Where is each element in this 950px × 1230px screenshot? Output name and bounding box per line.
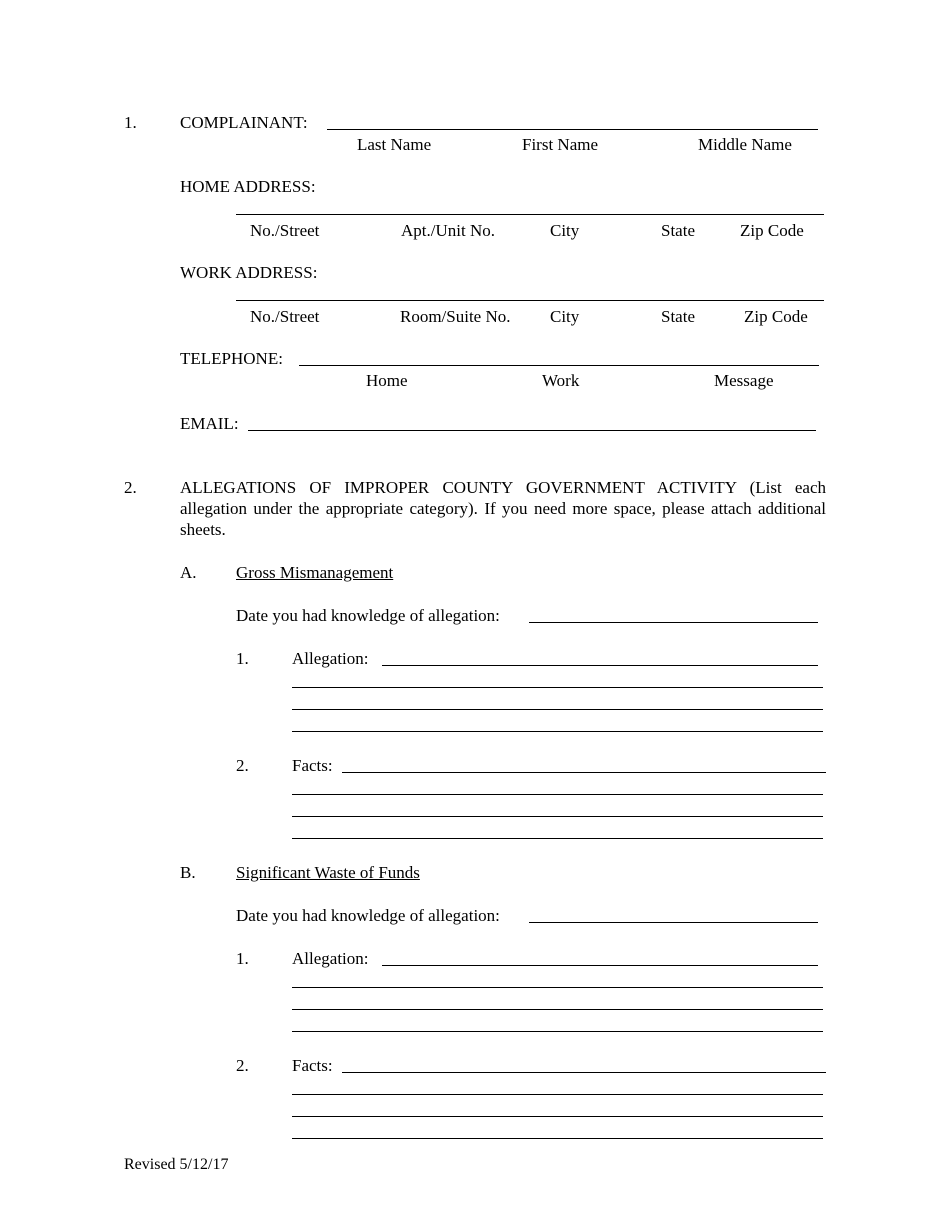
- category-a-letter: A.: [180, 563, 197, 582]
- category-a-facts-number: 2.: [236, 756, 249, 775]
- category-b-allegation-field[interactable]: [382, 965, 818, 966]
- work-street-caption: No./Street: [250, 307, 320, 326]
- category-b-allegation-label: Allegation:: [292, 949, 369, 968]
- category-b-facts-line[interactable]: [292, 1094, 823, 1095]
- category-a-date-label: Date you had knowledge of allegation:: [236, 606, 500, 625]
- category-a-allegation-label: Allegation:: [292, 649, 369, 668]
- home-state-caption: State: [661, 221, 695, 240]
- category-a-facts-line[interactable]: [292, 794, 823, 795]
- category-a-facts-label: Facts:: [292, 756, 333, 775]
- section-2-number: 2.: [124, 478, 137, 497]
- category-a-allegation-line[interactable]: [292, 731, 823, 732]
- middle-name-caption: Middle Name: [698, 135, 792, 154]
- category-b-facts-number: 2.: [236, 1056, 249, 1075]
- category-b-letter: B.: [180, 863, 196, 882]
- category-a-title: Gross Mismanagement: [236, 563, 394, 582]
- category-b-allegation-line[interactable]: [292, 1031, 823, 1032]
- category-a-allegation-line[interactable]: [292, 709, 823, 710]
- category-b-facts-line[interactable]: [292, 1138, 823, 1139]
- telephone-label: TELEPHONE:: [180, 349, 283, 368]
- category-a-facts-field[interactable]: [342, 772, 826, 773]
- work-address-field[interactable]: [236, 300, 824, 301]
- message-phone-caption: Message: [714, 371, 774, 390]
- first-name-caption: First Name: [522, 135, 599, 154]
- category-a-date-field[interactable]: [529, 622, 818, 623]
- category-b-allegation-line[interactable]: [292, 1009, 823, 1010]
- email-field[interactable]: [248, 430, 816, 431]
- category-b-date-label: Date you had knowledge of allegation:: [236, 906, 500, 925]
- last-name-caption: Last Name: [357, 135, 432, 154]
- home-street-caption: No./Street: [250, 221, 320, 240]
- home-address-label: HOME ADDRESS:: [180, 177, 316, 196]
- telephone-field[interactable]: [299, 365, 819, 366]
- allegations-intro: ALLEGATIONS OF IMPROPER COUNTY GOVERNMENT ACTIVITY (List each allegation under the appropriate category). If you need more space, please attach additional sheets.: [180, 478, 826, 539]
- section-1-number: 1.: [124, 113, 137, 132]
- work-phone-caption: Work: [542, 371, 580, 390]
- work-address-label: WORK ADDRESS:: [180, 263, 318, 282]
- category-a-allegation-line[interactable]: [292, 687, 823, 688]
- category-b-facts-line[interactable]: [292, 1116, 823, 1117]
- category-b-facts-field[interactable]: [342, 1072, 826, 1073]
- category-b-facts-label: Facts:: [292, 1056, 333, 1075]
- category-b-allegation-line[interactable]: [292, 987, 823, 988]
- complainant-label: COMPLAINANT:: [180, 113, 308, 132]
- home-address-field[interactable]: [236, 214, 824, 215]
- work-city-caption: City: [550, 307, 580, 326]
- revised-date: Revised 5/12/17: [124, 1156, 229, 1173]
- category-a-allegation-field[interactable]: [382, 665, 818, 666]
- home-unit-caption: Apt./Unit No.: [401, 221, 495, 240]
- home-city-caption: City: [550, 221, 580, 240]
- category-b-date-field[interactable]: [529, 922, 818, 923]
- category-b-allegation-number: 1.: [236, 949, 249, 968]
- email-label: EMAIL:: [180, 414, 239, 433]
- category-b-title: Significant Waste of Funds: [236, 863, 420, 882]
- complainant-name-field[interactable]: [327, 129, 818, 130]
- home-zip-caption: Zip Code: [740, 221, 804, 240]
- work-state-caption: State: [661, 307, 695, 326]
- category-a-facts-line[interactable]: [292, 816, 823, 817]
- work-suite-caption: Room/Suite No.: [400, 307, 511, 326]
- home-phone-caption: Home: [366, 371, 408, 390]
- category-a-facts-line[interactable]: [292, 838, 823, 839]
- work-zip-caption: Zip Code: [744, 307, 808, 326]
- category-a-allegation-number: 1.: [236, 649, 249, 668]
